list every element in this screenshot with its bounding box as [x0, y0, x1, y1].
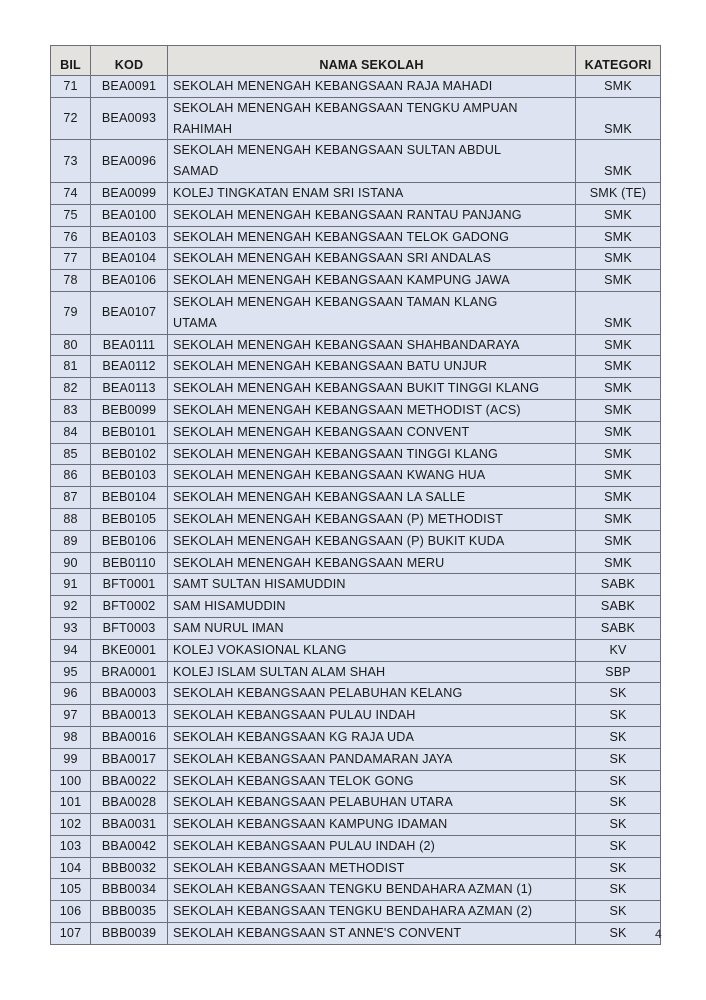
- school-name-line: KOLEJ TINGKATAN ENAM SRI ISTANA: [173, 185, 404, 200]
- table-row: [51, 705, 661, 727]
- cell-kod: BBA0031: [91, 814, 168, 836]
- cell-bil: 94: [51, 639, 91, 661]
- table-header-row: [51, 46, 661, 76]
- cell-kod: BBA0013: [91, 705, 168, 727]
- cell-kategori: SMK: [576, 399, 661, 421]
- cell-bil: 107: [51, 923, 91, 945]
- cell-bil: 105: [51, 879, 91, 901]
- cell-kod: BEA0103: [91, 226, 168, 248]
- table-row: [51, 226, 661, 248]
- table-row: [51, 923, 661, 945]
- cell-kod: BBB0035: [91, 901, 168, 923]
- cell-nama-sekolah: [168, 792, 576, 814]
- table-row: [51, 901, 661, 923]
- cell-kod: BBA0016: [91, 726, 168, 748]
- cell-kod: BBA0017: [91, 748, 168, 770]
- cell-kategori: SMK: [576, 270, 661, 292]
- cell-kod: BEA0112: [91, 356, 168, 378]
- school-name-line: KOLEJ VOKASIONAL KLANG: [173, 642, 347, 657]
- cell-kategori: SMK: [576, 487, 661, 509]
- cell-kategori: SMK (TE): [576, 182, 661, 204]
- cell-bil: 98: [51, 726, 91, 748]
- cell-nama-sekolah: [168, 270, 576, 292]
- cell-kod: BEA0107: [91, 291, 168, 334]
- cell-bil: 93: [51, 617, 91, 639]
- cell-kod: BBA0022: [91, 770, 168, 792]
- school-name-line: SEKOLAH KEBANGSAAN PELABUHAN KELANG: [173, 686, 463, 701]
- cell-nama-sekolah: [168, 356, 576, 378]
- school-table: [50, 45, 661, 945]
- cell-nama-sekolah: [168, 76, 576, 98]
- cell-nama-sekolah: [168, 487, 576, 509]
- table-row: [51, 596, 661, 618]
- cell-bil: 92: [51, 596, 91, 618]
- cell-kategori: SMK: [576, 97, 661, 140]
- cell-kategori: SMK: [576, 140, 661, 183]
- cell-kategori: SMK: [576, 204, 661, 226]
- cell-kod: BEB0102: [91, 443, 168, 465]
- school-name-line: SEKOLAH MENENGAH KEBANGSAAN TELOK GADONG: [173, 229, 510, 244]
- cell-bil: 99: [51, 748, 91, 770]
- page-number: 4: [655, 927, 662, 941]
- cell-bil: 102: [51, 814, 91, 836]
- cell-nama-sekolah: [168, 291, 576, 334]
- school-name-line: SEKOLAH MENENGAH KEBANGSAAN (P) METHODIST: [173, 511, 504, 526]
- school-name-line: SEKOLAH MENENGAH KEBANGSAAN BATU UNJUR: [173, 359, 488, 374]
- cell-kategori: SBP: [576, 661, 661, 683]
- cell-bil: 84: [51, 421, 91, 443]
- cell-nama-sekolah: [168, 334, 576, 356]
- cell-kod: BBB0039: [91, 923, 168, 945]
- cell-bil: 75: [51, 204, 91, 226]
- cell-kod: BRA0001: [91, 661, 168, 683]
- cell-kod: BEB0103: [91, 465, 168, 487]
- school-name-line: SEKOLAH MENENGAH KEBANGSAAN RANTAU PANJANG: [173, 207, 522, 222]
- cell-kategori: SK: [576, 879, 661, 901]
- cell-nama-sekolah: [168, 683, 576, 705]
- cell-nama-sekolah: [168, 97, 576, 140]
- cell-kod: BEA0111: [91, 334, 168, 356]
- cell-nama-sekolah: [168, 639, 576, 661]
- cell-nama-sekolah: [168, 726, 576, 748]
- cell-kategori: SK: [576, 683, 661, 705]
- table-row: [51, 487, 661, 509]
- cell-bil: 81: [51, 356, 91, 378]
- school-name-line: SEKOLAH KEBANGSAAN KG RAJA UDA: [173, 729, 415, 744]
- table-row: [51, 683, 661, 705]
- cell-bil: 95: [51, 661, 91, 683]
- cell-bil: 103: [51, 835, 91, 857]
- cell-kod: BFT0002: [91, 596, 168, 618]
- cell-kategori: SMK: [576, 291, 661, 334]
- cell-nama-sekolah: [168, 226, 576, 248]
- school-name-line: SAMT SULTAN HISAMUDDIN: [173, 577, 346, 592]
- cell-bil: 106: [51, 901, 91, 923]
- cell-bil: 87: [51, 487, 91, 509]
- school-name-line: SEKOLAH KEBANGSAAN PELABUHAN UTARA: [173, 795, 453, 810]
- table-row: [51, 639, 661, 661]
- cell-kategori: SMK: [576, 443, 661, 465]
- cell-kategori: SK: [576, 705, 661, 727]
- school-name-line: SEKOLAH KEBANGSAAN TENGKU BENDAHARA AZMAN (1): [173, 882, 533, 897]
- cell-bil: 71: [51, 76, 91, 98]
- cell-kod: BEB0110: [91, 552, 168, 574]
- school-name-line: SEKOLAH MENENGAH KEBANGSAAN CONVENT: [173, 424, 470, 439]
- cell-kategori: SMK: [576, 465, 661, 487]
- school-name-line: SEKOLAH MENENGAH KEBANGSAAN BUKIT TINGGI KLANG: [173, 381, 540, 396]
- header-kod: KOD: [91, 46, 168, 76]
- cell-bil: 96: [51, 683, 91, 705]
- cell-bil: 91: [51, 574, 91, 596]
- cell-nama-sekolah: [168, 140, 576, 183]
- school-name-line: SEKOLAH KEBANGSAAN PANDAMARAN JAYA: [173, 751, 453, 766]
- cell-bil: 80: [51, 334, 91, 356]
- cell-kategori: SABK: [576, 574, 661, 596]
- school-name-line: SEKOLAH MENENGAH KEBANGSAAN METHODIST (ACS): [173, 402, 521, 417]
- school-name-line: SAM HISAMUDDIN: [173, 599, 286, 614]
- school-name-line: SEKOLAH MENENGAH KEBANGSAAN TENGKU AMPUAN: [173, 100, 518, 115]
- header-kategori: KATEGORI: [576, 46, 661, 76]
- cell-bil: 73: [51, 140, 91, 183]
- table-row: [51, 97, 661, 140]
- cell-nama-sekolah: [168, 508, 576, 530]
- cell-kategori: SK: [576, 792, 661, 814]
- cell-bil: 72: [51, 97, 91, 140]
- table-row: [51, 552, 661, 574]
- cell-bil: 79: [51, 291, 91, 334]
- school-name-line: SEKOLAH KEBANGSAAN TELOK GONG: [173, 773, 414, 788]
- cell-bil: 77: [51, 248, 91, 270]
- school-name-line: SEKOLAH MENENGAH KEBANGSAAN RAJA MAHADI: [173, 79, 493, 93]
- table-row: [51, 140, 661, 183]
- cell-bil: 101: [51, 792, 91, 814]
- school-name-line: SEKOLAH MENENGAH KEBANGSAAN TINGGI KLANG: [173, 446, 498, 461]
- table-row: [51, 204, 661, 226]
- cell-bil: 74: [51, 182, 91, 204]
- cell-kategori: SK: [576, 857, 661, 879]
- school-name-line: SEKOLAH KEBANGSAAN KAMPUNG IDAMAN: [173, 817, 448, 832]
- cell-kategori: SMK: [576, 421, 661, 443]
- cell-kod: BEB0099: [91, 399, 168, 421]
- cell-bil: 97: [51, 705, 91, 727]
- cell-kod: BBA0003: [91, 683, 168, 705]
- cell-nama-sekolah: [168, 901, 576, 923]
- cell-nama-sekolah: [168, 923, 576, 945]
- cell-nama-sekolah: [168, 421, 576, 443]
- cell-kategori: SK: [576, 814, 661, 836]
- cell-nama-sekolah: [168, 814, 576, 836]
- cell-nama-sekolah: [168, 596, 576, 618]
- school-name-line: SEKOLAH MENENGAH KEBANGSAAN SHAHBANDARAYA: [173, 337, 520, 352]
- school-name-line: SAM NURUL IMAN: [173, 620, 284, 635]
- cell-kod: BEA0104: [91, 248, 168, 270]
- cell-bil: 83: [51, 399, 91, 421]
- school-name-line: KOLEJ ISLAM SULTAN ALAM SHAH: [173, 664, 386, 679]
- table-row: [51, 334, 661, 356]
- table-row: [51, 378, 661, 400]
- cell-kategori: SMK: [576, 334, 661, 356]
- cell-nama-sekolah: [168, 574, 576, 596]
- table-row: [51, 661, 661, 683]
- cell-bil: 88: [51, 508, 91, 530]
- cell-kod: BBA0028: [91, 792, 168, 814]
- cell-nama-sekolah: [168, 705, 576, 727]
- cell-kategori: SMK: [576, 248, 661, 270]
- table-row: [51, 291, 661, 334]
- school-name-line: SEKOLAH MENENGAH KEBANGSAAN SULTAN ABDUL: [173, 143, 502, 158]
- table-row: [51, 248, 661, 270]
- cell-kod: BEA0093: [91, 97, 168, 140]
- school-name-line: SEKOLAH MENENGAH KEBANGSAAN MERU: [173, 555, 445, 570]
- cell-kategori: SK: [576, 770, 661, 792]
- table-row: [51, 508, 661, 530]
- cell-kategori: SK: [576, 748, 661, 770]
- school-name-line: UTAMA: [173, 315, 217, 330]
- cell-bil: 100: [51, 770, 91, 792]
- cell-nama-sekolah: [168, 552, 576, 574]
- cell-nama-sekolah: [168, 443, 576, 465]
- cell-kod: BKE0001: [91, 639, 168, 661]
- cell-kod: BBB0032: [91, 857, 168, 879]
- cell-bil: 104: [51, 857, 91, 879]
- table-row: [51, 770, 661, 792]
- table-row: [51, 443, 661, 465]
- cell-nama-sekolah: [168, 770, 576, 792]
- cell-nama-sekolah: [168, 248, 576, 270]
- table-row: [51, 465, 661, 487]
- cell-nama-sekolah: [168, 857, 576, 879]
- cell-kod: BFT0003: [91, 617, 168, 639]
- cell-kategori: SABK: [576, 596, 661, 618]
- table-row: [51, 356, 661, 378]
- school-name-line: SEKOLAH KEBANGSAAN TENGKU BENDAHARA AZMAN (2): [173, 904, 533, 919]
- cell-kod: BEB0105: [91, 508, 168, 530]
- table-row: [51, 76, 661, 98]
- cell-nama-sekolah: [168, 182, 576, 204]
- cell-nama-sekolah: [168, 661, 576, 683]
- cell-bil: 85: [51, 443, 91, 465]
- cell-nama-sekolah: [168, 399, 576, 421]
- cell-nama-sekolah: [168, 378, 576, 400]
- cell-nama-sekolah: [168, 465, 576, 487]
- cell-kategori: SMK: [576, 226, 661, 248]
- cell-bil: 78: [51, 270, 91, 292]
- cell-kod: BEA0113: [91, 378, 168, 400]
- cell-kategori: SK: [576, 726, 661, 748]
- cell-nama-sekolah: [168, 748, 576, 770]
- cell-kategori: SK: [576, 923, 661, 945]
- school-name-line: RAHIMAH: [173, 121, 233, 136]
- cell-kod: BEB0101: [91, 421, 168, 443]
- cell-kategori: KV: [576, 639, 661, 661]
- school-name-line: SEKOLAH MENENGAH KEBANGSAAN KAMPUNG JAWA: [173, 273, 510, 288]
- table-row: [51, 399, 661, 421]
- table-row: [51, 182, 661, 204]
- cell-kategori: SMK: [576, 530, 661, 552]
- cell-kategori: SMK: [576, 76, 661, 98]
- header-bil: BIL: [51, 46, 91, 76]
- school-name-line: SEKOLAH MENENGAH KEBANGSAAN TAMAN KLANG: [173, 294, 498, 309]
- table-row: [51, 530, 661, 552]
- school-name-line: SEKOLAH MENENGAH KEBANGSAAN SRI ANDALAS: [173, 251, 491, 266]
- cell-kod: BFT0001: [91, 574, 168, 596]
- table-row: [51, 270, 661, 292]
- cell-nama-sekolah: [168, 835, 576, 857]
- table-row: [51, 748, 661, 770]
- table-row: [51, 814, 661, 836]
- cell-kod: BBB0034: [91, 879, 168, 901]
- cell-nama-sekolah: [168, 879, 576, 901]
- cell-bil: 89: [51, 530, 91, 552]
- cell-bil: 90: [51, 552, 91, 574]
- table-row: [51, 792, 661, 814]
- cell-kategori: SMK: [576, 378, 661, 400]
- table-row: [51, 617, 661, 639]
- cell-kategori: SK: [576, 901, 661, 923]
- table-row: [51, 857, 661, 879]
- cell-kategori: SMK: [576, 356, 661, 378]
- school-name-line: SEKOLAH KEBANGSAAN ST ANNE'S CONVENT: [173, 926, 462, 941]
- table-row: [51, 835, 661, 857]
- cell-kod: BEA0099: [91, 182, 168, 204]
- cell-kod: BEA0091: [91, 76, 168, 98]
- school-name-line: SEKOLAH KEBANGSAAN METHODIST: [173, 860, 405, 875]
- cell-kod: BEB0104: [91, 487, 168, 509]
- cell-kod: BEA0100: [91, 204, 168, 226]
- cell-bil: 82: [51, 378, 91, 400]
- cell-bil: 76: [51, 226, 91, 248]
- cell-kod: BEA0096: [91, 140, 168, 183]
- school-name-line: SEKOLAH MENENGAH KEBANGSAAN LA SALLE: [173, 490, 466, 505]
- table-row: [51, 421, 661, 443]
- header-nama-sekolah: NAMA SEKOLAH: [168, 46, 576, 76]
- table-row: [51, 879, 661, 901]
- cell-nama-sekolah: [168, 530, 576, 552]
- cell-kategori: SMK: [576, 508, 661, 530]
- school-name-line: SEKOLAH KEBANGSAAN PULAU INDAH (2): [173, 838, 435, 853]
- school-name-line: SAMAD: [173, 164, 219, 179]
- table-row: [51, 574, 661, 596]
- cell-kod: BEA0106: [91, 270, 168, 292]
- cell-kategori: SK: [576, 835, 661, 857]
- school-name-line: SEKOLAH MENENGAH KEBANGSAAN (P) BUKIT KUDA: [173, 533, 505, 548]
- cell-nama-sekolah: [168, 617, 576, 639]
- school-name-line: SEKOLAH MENENGAH KEBANGSAAN KWANG HUA: [173, 468, 486, 483]
- table-row: [51, 726, 661, 748]
- cell-kategori: SABK: [576, 617, 661, 639]
- cell-nama-sekolah: [168, 204, 576, 226]
- cell-kod: BEB0106: [91, 530, 168, 552]
- cell-bil: 86: [51, 465, 91, 487]
- table-body: [51, 76, 661, 945]
- cell-kategori: SMK: [576, 552, 661, 574]
- cell-kod: BBA0042: [91, 835, 168, 857]
- school-name-line: SEKOLAH KEBANGSAAN PULAU INDAH: [173, 708, 416, 723]
